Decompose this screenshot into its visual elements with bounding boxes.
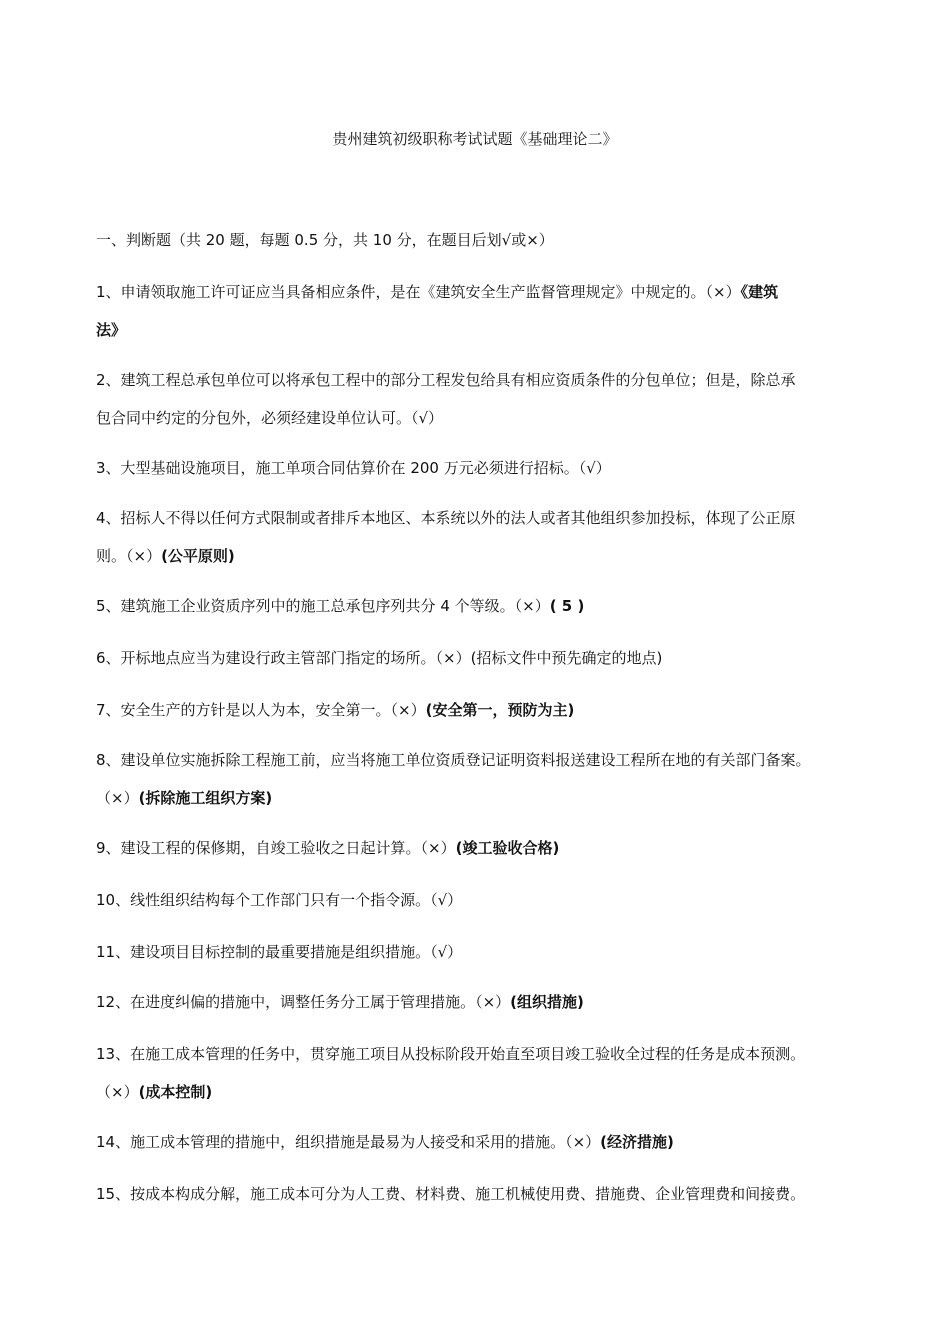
answer-note: (成本控制) xyxy=(138,1083,213,1101)
answer-note: ( 5 ) xyxy=(549,597,585,615)
question-text: 13、在施工成本管理的任务中，贯穿施工项目从投标阶段开始直至项目竣工验收全过程的任务是成本预测。 xyxy=(96,1045,806,1063)
answer-note: (竣工验收合格) xyxy=(455,839,560,857)
answer-note: (公平原则) xyxy=(161,547,235,565)
answer-note: (拆除施工组织方案) xyxy=(138,789,273,807)
question-text: （×） xyxy=(96,1083,139,1101)
question-1-line-2 xyxy=(96,320,896,340)
question-text: 4、招标人不得以任何方式限制或者排斥本地区、本系统以外的法人或者其他组织参加投标，体现了公正原 xyxy=(96,509,796,527)
question-text: 7、安全生产的方针是以人为本，安全第一。（×） xyxy=(96,701,426,719)
question-text: 1、申请领取施工许可证应当具备相应条件，是在《建筑安全生产监督管理规定》中规定的。（×） xyxy=(96,283,741,301)
answer-note: (经济措施) xyxy=(600,1133,674,1151)
question-4-line-1 xyxy=(96,508,896,528)
question-5 xyxy=(96,596,896,616)
question-9 xyxy=(96,838,896,858)
question-text: 15、按成本构成分解，施工成本可分为人工费、材料费、施工机械使用费、措施费、企业管理费和间接费。 xyxy=(96,1185,806,1203)
question-text: 5、建筑施工企业资质序列中的施工总承包序列共分 4 个等级。（×） xyxy=(96,597,550,615)
question-text: 12、在进度纠偏的措施中，调整任务分工属于管理措施。（×） xyxy=(96,993,511,1011)
question-8-line-2 xyxy=(96,788,896,808)
question-text: （×） xyxy=(96,789,139,807)
document-title: 贵州建筑初级职称考试试题《基础理论二》 xyxy=(332,130,618,148)
question-4-line-2 xyxy=(96,546,896,566)
question-10 xyxy=(96,890,896,910)
question-text: 9、建设工程的保修期，自竣工验收之日起计算。（×） xyxy=(96,839,456,857)
question-13-line-1 xyxy=(96,1044,896,1064)
question-11 xyxy=(96,942,896,962)
question-text: 6、开标地点应当为建设行政主管部门指定的场所。（×）(招标文件中预先确定的地点) xyxy=(96,649,663,667)
question-text: 8、建设单位实施拆除工程施工前，应当将施工单位资质登记证明资料报送建设工程所在地的有关部门备案。 xyxy=(96,751,811,769)
answer-note: (组织措施) xyxy=(510,993,584,1011)
question-text: 包合同中约定的分包外，必须经建设单位认可。（√） xyxy=(96,409,444,427)
question-text: 则。（×） xyxy=(96,547,162,565)
question-8-line-1 xyxy=(96,750,896,770)
answer-note: 《建筑 xyxy=(740,283,779,301)
question-text: 10、线性组织结构每个工作部门只有一个指令源。（√） xyxy=(96,891,463,909)
question-12 xyxy=(96,992,896,1012)
question-2-line-2 xyxy=(96,408,896,428)
question-13-line-2 xyxy=(96,1082,896,1102)
question-1-line-1 xyxy=(96,282,896,302)
question-6 xyxy=(96,648,896,668)
section-heading: 一、判断题（共 20 题，每题 0.5 分，共 10 分，在题目后划√或×） xyxy=(96,231,554,249)
question-text: 3、大型基础设施项目，施工单项合同估算价在 200 万元必须进行招标。（√） xyxy=(96,459,611,477)
question-15 xyxy=(96,1184,896,1204)
question-3 xyxy=(96,458,896,478)
question-text: 11、建设项目目标控制的最重要措施是组织措施。（√） xyxy=(96,943,463,961)
question-2-line-1 xyxy=(96,370,896,390)
question-14 xyxy=(96,1132,896,1152)
answer-note: (安全第一，预防为主) xyxy=(425,701,575,719)
question-text: 2、建筑工程总承包单位可以将承包工程中的部分工程发包给具有相应资质条件的分包单位；但是，除总承 xyxy=(96,371,796,389)
question-7 xyxy=(96,700,896,720)
answer-note: 法》 xyxy=(96,321,127,339)
question-text: 14、施工成本管理的措施中，组织措施是最易为人接受和采用的措施。（×） xyxy=(96,1133,601,1151)
